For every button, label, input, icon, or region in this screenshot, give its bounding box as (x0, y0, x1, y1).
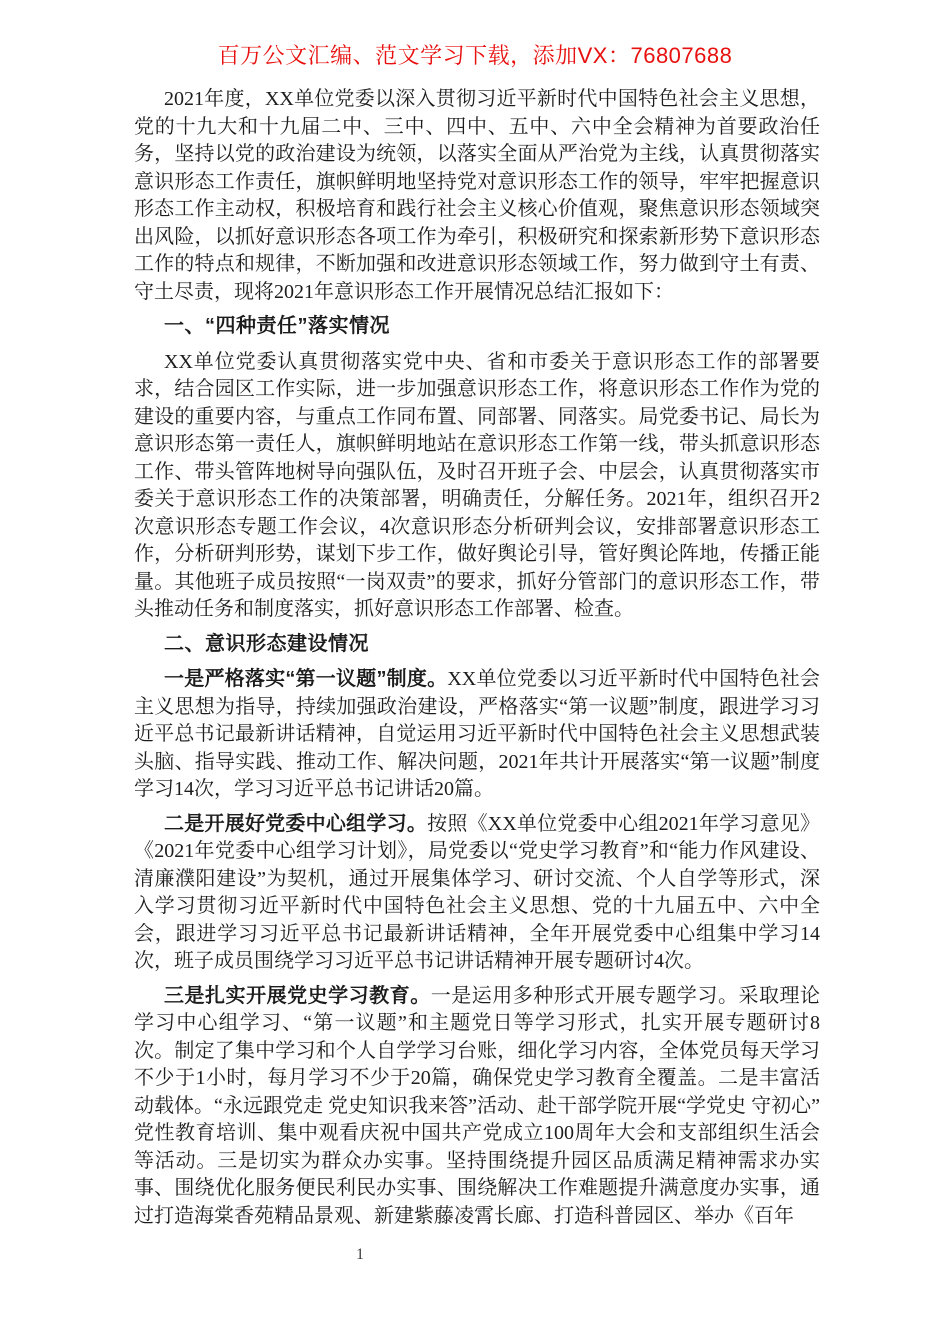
section-2-item-1-text: XX单位党委以习近平新时代中国特色社会主义思想为指导，持续加强政治建设，严格落实“第一议题”制度，跟进学习习近平总书记最新讲话精神，自觉运用习近平新时代中国特色社会主义思想武装头脑、指导实践、推动工作、解决问题，2021年共计开展落实“第一议题”制度学习14次，学习习近平总书记讲话20篇。 (134, 668, 821, 800)
section-1-heading: 一、“四种责任”落实情况 (164, 315, 390, 337)
section-2-item-3-lead: 三是扎实开展党史学习教育。 (164, 984, 431, 1007)
section-1-paragraph: XX单位党委认真贯彻落实党中央、省和市委关于意识形态工作的部署要求，结合园区工作实际，进一步加强意识形态工作，将意识形态工作作为党的建设的重要内容，与重点工作同布置、同部署、同落实。局党委书记、局长为意识形态第一责任人，旗帜鲜明地站在意识形态工作第一线，带头抓意识形态工作、带头管阵地树导向强队伍，及时召开班子会、中层会，认真贯彻落实市委关于意识形态工作的决策部署，明确责任，分解任务。2021年，组织召开2次意识形态专题工作会议，4次意识形态分析研判会议，安排部署意识形态工作，分析研判形势，谋划下步工作，做好舆论引导，管好舆论阵地，传播正能量。其他班子成员按照“一岗双责”的要求，抓好分管部门的意识形态工作，带头推动任务和制度落实，抓好意识形态工作部署、检查。 (134, 350, 820, 620)
section-2-item-2 (134, 811, 820, 976)
section-2-item-3-text: 一是运用多种形式开展专题学习。采取理论学习中心组学习、“第一议题”和主题党日等学习形式，扎实开展专题研讨8次。制定了集中学习和个人自学学习台账，细化学习内容，全体党员每天学习不少于1小时，每月学习不少于20篇，确保党史学习教育全覆盖。二是丰富活动载体。“永远跟党走 党史知识我来答”活动、赴干部学院开展“学党史 守初心”党性教育培训、集中观看庆祝中国共产党成立100周年大会和支部组织生活会等活动。三是切实为群众办实事。坚持围绕提升园区品质满足精神需求办实事、围绕优化服务便民利民办实事、围绕解决工作难题提升满意度办实事，通过打造海棠香苑精品景观、新建紫藤凌霄长廊、打造科普园区、举办《百年 (134, 984, 821, 1227)
promo-header: 百万公文汇编、范文学习下载，添加VX：76807688 (217, 43, 733, 68)
page-number: 1 (356, 1246, 364, 1263)
section-2-heading: 二、意识形态建设情况 (164, 632, 369, 655)
section-2-item-1-lead: 一是严格落实“第一议题”制度。 (164, 668, 448, 690)
document-body (134, 86, 820, 1237)
section-2-item-2-lead: 二是开展好党委中心组学习。 (164, 812, 428, 835)
section-2-item-3 (134, 983, 820, 1231)
section-2-item-1 (134, 666, 820, 804)
intro-paragraph: 2021年度，XX单位党委以深入贯彻习近平新时代中国特色社会主义思想，党的十九大和十九届二中、三中、四中、五中、六中全会精神为首要政治任务，坚持以党的政治建设为统领，以落实全面从严治党为主线，认真贯彻落实意识形态工作责任，旗帜鲜明地坚持党对意识形态工作的领导，牢牢把握意识形态工作主动权，积极培育和践行社会主义核心价值观，聚焦意识形态领域突出风险，以抓好意识形态各项工作为牵引，积极研究和探索新形势下意识形态工作的特点和规律，不断加强和改进意识形态领域工作，努力做到守土有责、守土尽责，现将2021年意识形态工作开展情况总结汇报如下： (134, 88, 820, 303)
section-2-item-2-text: 按照《XX单位党委中心组2021年学习意见》《2021年党委中心组学习计划》，局党委以“党史学习教育”和“能力作风建设、清廉濮阳建设”为契机，通过开展集体学习、研讨交流、个人自学等形式，深入学习贯彻习近平新时代中国特色社会主义思想、党的十九届五中、六中全会，跟进学习习近平总书记最新讲话精神，全年开展党委中心组集中学习14次，班子成员围绕学习习近平总书记讲话精神开展专题研讨4次。 (134, 812, 821, 972)
